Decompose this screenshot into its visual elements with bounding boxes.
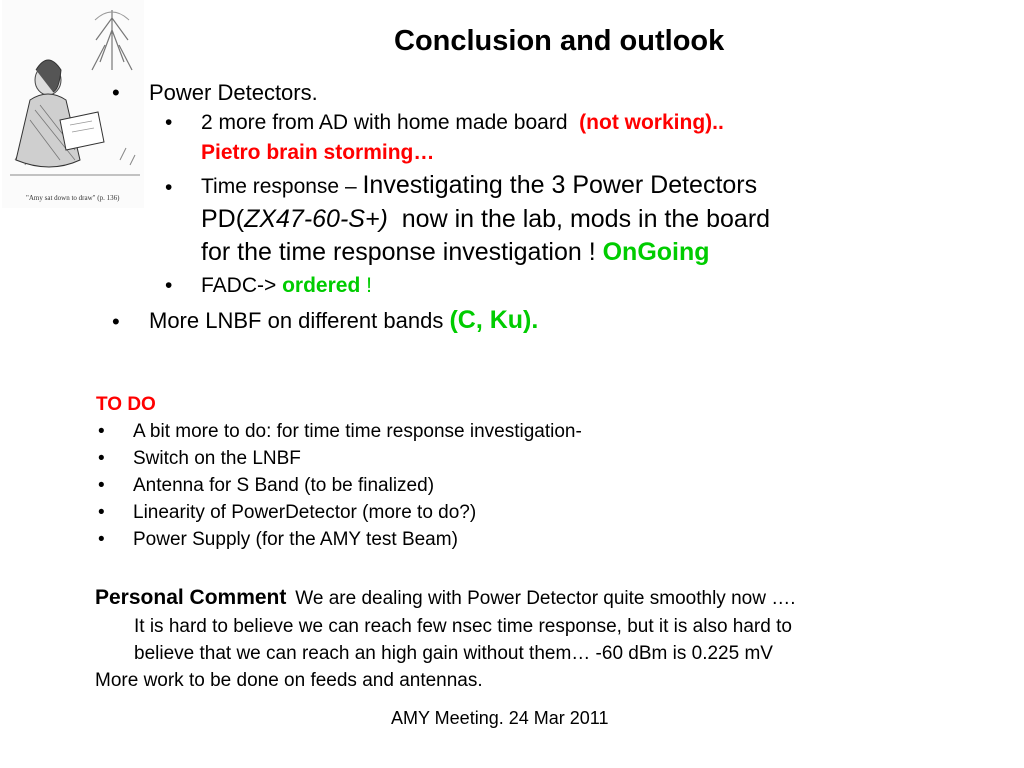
illustration-caption: "Amy sat down to draw" (p. 136) [26, 194, 120, 202]
ad-board-text: 2 more from AD with home made board [201, 111, 568, 134]
time-response-line2 [201, 205, 770, 234]
status-not-working: (not working).. [579, 111, 724, 134]
time-response-main: Investigating the 3 Power Detectors [362, 171, 758, 199]
pd-model: ZX47-60-S+) [244, 205, 388, 233]
bullet-text: Power Detectors. [149, 80, 318, 105]
comment-label: Personal Comment [95, 586, 287, 609]
comment-line2: It is hard to believe we can reach few nsec time response, but it is also hard to [134, 616, 792, 637]
page-title: Conclusion and outlook [394, 25, 725, 57]
comment-line4: More work to be done on feeds and antennas. [95, 670, 483, 691]
fadc-text: FADC-> [201, 274, 283, 297]
time-response-investigation: for the time response investigation ! [201, 238, 603, 266]
bullet-marker: • [165, 111, 173, 134]
status-brain-storming: Pietro brain storming… [201, 141, 435, 164]
bullet-marker: • [165, 274, 173, 297]
todo-heading: TO DO [96, 394, 156, 415]
slide: "Amy sat down to draw" (p. 136) Conclusion and outlook • Power Detectors. • 2 more from AD with home made board (not working).. Pietro brain storming… • Time response – Investigating the 3 Power Detectors PD(ZX47-60-S+) now in the lab, mods in the board for the time response investigation ! OnGoing • FADC-> ordered ! • More LNBF on different bands (C, Ku). TO DO • A bit more to do: for time time response investigation- • Switch on the LNBF • Antenna for S Band (to be finalized) • Linearity of PowerDetector (more to do?) • Power Supply (for the AMY test Beam) Personal Comment We are dealing with Power Detector quite smoothly now …. It is hard to believe we can reach few nsec time response, but it is also hard to believe that we can reach an high gain without them… -60 dBm is 0.225 mV More work to be done on feeds and antennas. AMY Meeting. 24 Mar 2011 [0, 0, 1024, 768]
bullet-marker: • [112, 80, 120, 105]
illustration-girl-drawing [0, 0, 146, 210]
comment-line3: believe that we can reach an high gain without them… -60 dBm is 0.225 mV [134, 643, 773, 664]
comment-line1 [95, 586, 796, 610]
time-response-line3 [201, 238, 710, 267]
bullet-marker: • [165, 176, 173, 199]
pd-open: PD( [201, 205, 245, 233]
bullet-marker: • [112, 309, 120, 334]
girl-drawing-image [0, 0, 146, 210]
fadc-tail: ! [360, 274, 372, 297]
footer-meeting-date: AMY Meeting. 24 Mar 2011 [391, 708, 609, 728]
status-ordered: ordered [282, 274, 361, 297]
status-ongoing: OnGoing [602, 238, 710, 266]
lnbf-text: More LNBF on different bands [149, 308, 450, 333]
time-response-lead: Time response – [201, 175, 363, 198]
lnbf-bands: (C, Ku). [449, 306, 539, 334]
comment-text-1: We are dealing with Power Detector quite smoothly now …. [295, 588, 796, 609]
pd-rest: now in the lab, mods in the board [401, 205, 771, 233]
